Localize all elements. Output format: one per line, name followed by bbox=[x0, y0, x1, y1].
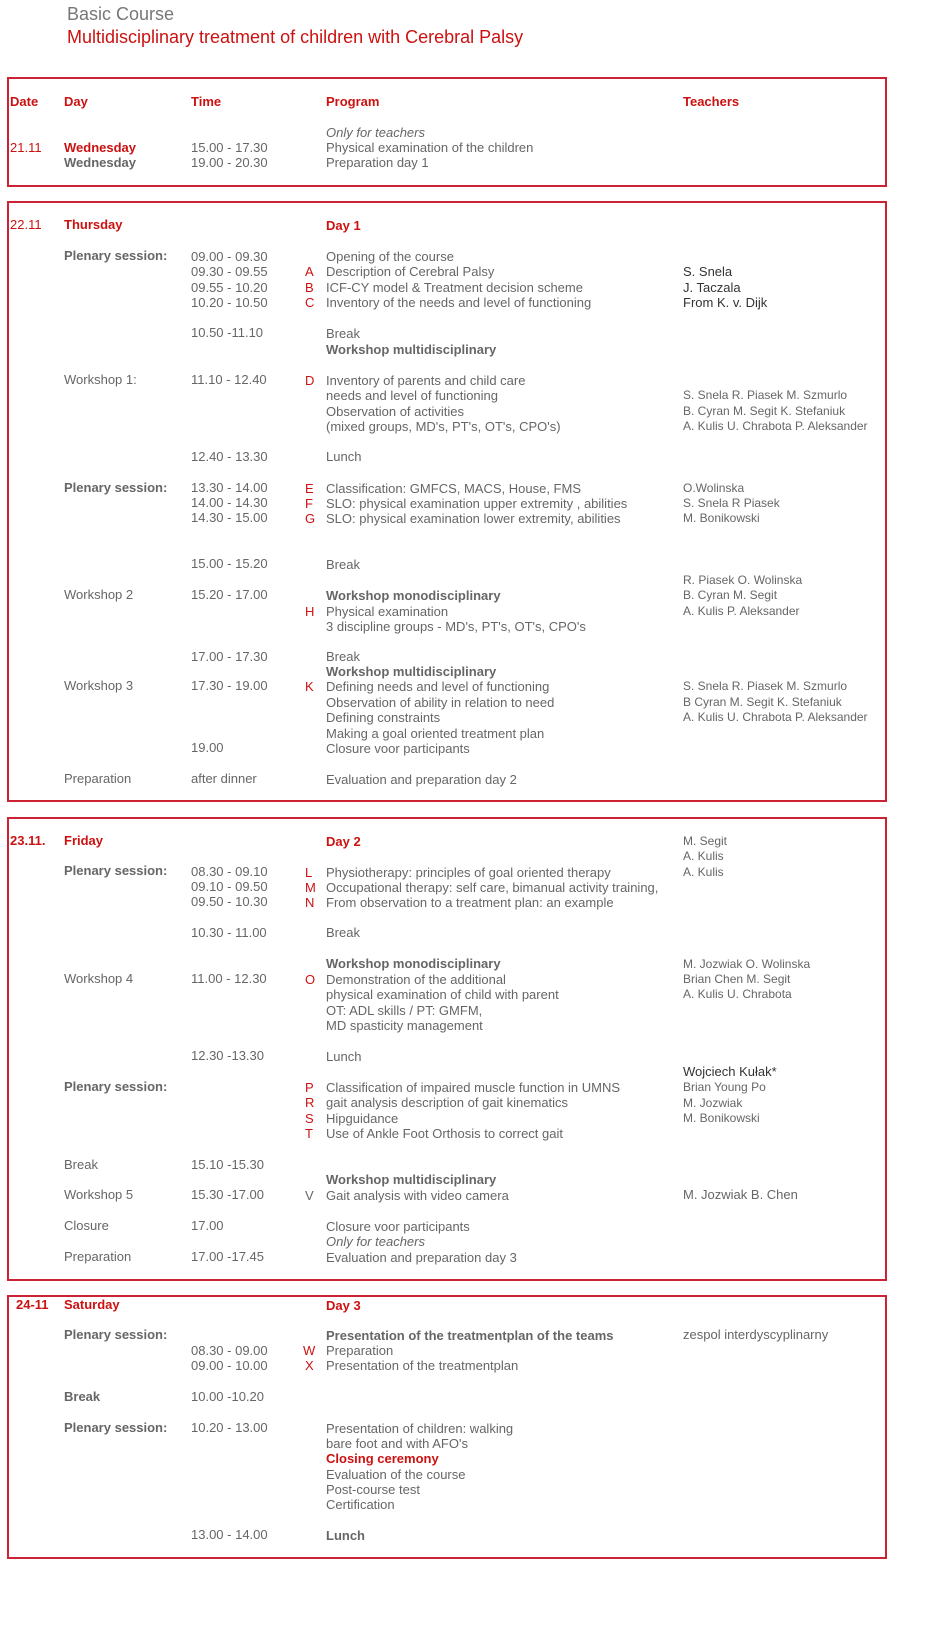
day-cell: Plenary session: bbox=[64, 1079, 168, 1094]
time-cell: 10.20 - 13.00 bbox=[191, 1420, 268, 1435]
column-header-time: Time bbox=[191, 94, 222, 109]
time-cell: after dinner bbox=[191, 771, 257, 786]
time-cell: 09.00 - 10.00 bbox=[191, 1358, 268, 1373]
time-cell: 09.10 - 09.50 bbox=[191, 879, 268, 894]
program-cell: Observation of ability in relation to need bbox=[326, 695, 555, 710]
program-cell: Classification: GMFCS, MACS, House, FMS bbox=[326, 481, 581, 496]
program-cell: Break bbox=[326, 557, 360, 572]
date-cell: 24-11 bbox=[16, 1297, 49, 1312]
teacher-cell: A. Kulis bbox=[683, 865, 724, 879]
program-cell: Inventory of parents and child care bbox=[326, 373, 526, 388]
program-cell: Preparation bbox=[326, 1343, 394, 1358]
time-cell: 15.10 -15.30 bbox=[191, 1157, 265, 1172]
program-cell: Making a goal oriented treatment plan bbox=[326, 726, 545, 741]
time-cell: 09.30 - 09.55 bbox=[191, 264, 268, 279]
time-cell: 17.00 bbox=[191, 1218, 224, 1233]
teacher-cell: S. Snela bbox=[683, 264, 733, 279]
day-cell: Workshop 2 bbox=[64, 587, 134, 602]
session-letter: A bbox=[305, 264, 314, 279]
day-cell: Plenary session: bbox=[64, 1420, 168, 1435]
time-cell: 19.00 - 20.30 bbox=[191, 155, 268, 170]
program-cell: Preparation day 1 bbox=[326, 155, 429, 170]
teacher-cell: R. Piasek O. Wolinska bbox=[683, 573, 803, 587]
program-cell: Workshop multidisciplinary bbox=[326, 1172, 497, 1187]
program-cell: Evaluation and preparation day 3 bbox=[326, 1250, 517, 1265]
time-cell: 15.00 - 15.20 bbox=[191, 556, 268, 571]
time-cell: 17.30 - 19.00 bbox=[191, 678, 268, 693]
teacher-cell: B. Cyran M. Segit K. Stefaniuk bbox=[683, 404, 846, 418]
program-cell: Defining needs and level of functioning bbox=[326, 679, 550, 694]
time-cell: 09.50 - 10.30 bbox=[191, 894, 268, 909]
teacher-cell: zespol interdyscyplinarny bbox=[683, 1327, 829, 1342]
teacher-cell: M. Jozwiak bbox=[683, 1096, 743, 1110]
time-cell: 11.10 - 12.40 bbox=[191, 372, 267, 387]
session-letter: C bbox=[305, 295, 315, 310]
teacher-cell: B. Cyran M. Segit bbox=[683, 588, 778, 602]
date-cell: 22.11 bbox=[10, 217, 42, 232]
program-cell: bare foot and with AFO's bbox=[326, 1436, 468, 1451]
day-cell: Plenary session: bbox=[64, 248, 168, 263]
program-cell: Physical examination bbox=[326, 604, 449, 619]
program-cell: Closure voor participants bbox=[326, 1219, 470, 1234]
program-cell: 3 discipline groups - MD's, PT's, OT's, CPO's bbox=[326, 619, 586, 634]
teacher-cell: A. Kulis U. Chrabota P. Aleksander bbox=[683, 710, 868, 724]
program-cell: Lunch bbox=[326, 1528, 365, 1543]
program-cell: Post-course test bbox=[326, 1482, 420, 1497]
time-cell: 08.30 - 09.00 bbox=[191, 1343, 268, 1358]
time-cell: 14.30 - 15.00 bbox=[191, 510, 268, 525]
day-cell: Saturday bbox=[64, 1297, 120, 1312]
program-cell: Workshop multidisciplinary bbox=[326, 342, 497, 357]
day-cell: Workshop 4 bbox=[64, 971, 134, 986]
day-cell: Wednesday bbox=[64, 155, 137, 170]
day-cell: Workshop 1: bbox=[64, 372, 137, 387]
session-letter: F bbox=[305, 496, 313, 511]
program-cell: Lunch bbox=[326, 1049, 362, 1064]
session-letter: N bbox=[305, 895, 315, 910]
program-cell: Only for teachers bbox=[326, 1234, 425, 1249]
program-cell: MD spasticity management bbox=[326, 1018, 483, 1033]
day-cell: Wednesday bbox=[64, 140, 137, 155]
program-cell: Classification of impaired muscle function in UMNS bbox=[326, 1080, 621, 1095]
day-cell: Preparation bbox=[64, 771, 132, 786]
session-letter: O bbox=[305, 972, 316, 987]
session-letter: M bbox=[305, 880, 316, 895]
program-cell: Demonstration of the additional bbox=[326, 972, 506, 987]
program-cell: ICF-CY model & Treatment decision scheme bbox=[326, 280, 583, 295]
time-cell: 17.00 -17.45 bbox=[191, 1249, 265, 1264]
teacher-cell: S. Snela R. Piasek M. Szmurlo bbox=[683, 388, 848, 402]
teacher-cell: A. Kulis U. Chrabota bbox=[683, 987, 792, 1001]
teacher-cell: A. Kulis P. Aleksander bbox=[683, 604, 800, 618]
column-header-day: Day bbox=[64, 94, 88, 109]
program-cell: Physiotherapy: principles of goal oriented therapy bbox=[326, 865, 611, 880]
program-cell: Lunch bbox=[326, 449, 362, 464]
program-cell: Certification bbox=[326, 1497, 395, 1512]
session-letter: D bbox=[305, 373, 315, 388]
time-cell: 12.40 - 13.30 bbox=[191, 449, 268, 464]
program-cell: Evaluation and preparation day 2 bbox=[326, 772, 517, 787]
session-letter: W bbox=[303, 1343, 316, 1358]
session-letter: R bbox=[305, 1095, 315, 1110]
teacher-cell: M. Segit bbox=[683, 834, 728, 848]
teacher-cell: Brian Chen M. Segit bbox=[683, 972, 791, 986]
session-letter: E bbox=[305, 481, 314, 496]
teacher-cell: A. Kulis bbox=[683, 849, 724, 863]
time-cell: 09.00 - 09.30 bbox=[191, 249, 268, 264]
closing-ceremony: Closing ceremony bbox=[326, 1451, 439, 1466]
program-cell: Evaluation of the course bbox=[326, 1467, 466, 1482]
teacher-cell: M. Jozwiak B. Chen bbox=[683, 1187, 798, 1202]
program-cell: From observation to a treatment plan: an example bbox=[326, 895, 614, 910]
program-cell: Break bbox=[326, 649, 360, 664]
session-letter: K bbox=[305, 679, 314, 694]
teacher-cell: B Cyran M. Segit K. Stefaniuk bbox=[683, 695, 842, 709]
program-cell: needs and level of functioning bbox=[326, 388, 499, 403]
session-letter: B bbox=[305, 280, 314, 295]
time-cell: 10.50 -11.10 bbox=[191, 325, 264, 340]
day-cell: Plenary session: bbox=[64, 863, 168, 878]
teacher-cell: M. Jozwiak O. Wolinska bbox=[683, 957, 811, 971]
time-cell: 13.00 - 14.00 bbox=[191, 1527, 268, 1542]
day-cell: Preparation bbox=[64, 1249, 132, 1264]
program-cell: Hipguidance bbox=[326, 1111, 399, 1126]
day-cell: Workshop 5 bbox=[64, 1187, 134, 1202]
day-cell: Break bbox=[64, 1157, 98, 1172]
program-cell: Occupational therapy: self care, bimanual activity training, bbox=[326, 880, 659, 895]
program-cell: Use of Ankle Foot Orthosis to correct gait bbox=[326, 1126, 563, 1141]
program-cell: Gait analysis with video camera bbox=[326, 1188, 509, 1203]
program-cell: SLO: physical examination lower extremity, abilities bbox=[326, 511, 621, 526]
program-cell: Only for teachers bbox=[326, 125, 425, 140]
teacher-cell: Wojciech Kułak* bbox=[683, 1064, 777, 1079]
time-cell: 15.00 - 17.30 bbox=[191, 140, 268, 155]
program-cell: Defining constraints bbox=[326, 710, 441, 725]
program-cell: gait analysis description of gait kinematics bbox=[326, 1095, 569, 1110]
program-cell: Workshop monodisciplinary bbox=[326, 588, 501, 603]
day-heading: Day 2 bbox=[326, 834, 361, 849]
session-letter: G bbox=[305, 511, 316, 526]
program-cell: physical examination of child with parent bbox=[326, 987, 559, 1002]
column-header-program: Program bbox=[326, 94, 380, 109]
session-letter: X bbox=[305, 1358, 314, 1373]
day-heading: Day 1 bbox=[326, 218, 361, 233]
time-cell: 15.20 - 17.00 bbox=[191, 587, 268, 602]
teacher-cell: O.Wolinska bbox=[683, 481, 745, 495]
time-cell: 19.00 bbox=[191, 740, 224, 755]
program-cell: SLO: physical examination upper extremity , abilities bbox=[326, 496, 628, 511]
day-cell: Plenary session: bbox=[64, 480, 168, 495]
teacher-cell: M. Bonikowski bbox=[683, 511, 760, 525]
time-cell: 10.30 - 11.00 bbox=[191, 925, 267, 940]
time-cell: 14.00 - 14.30 bbox=[191, 495, 268, 510]
day-cell: Break bbox=[64, 1389, 101, 1404]
column-header-date: Date bbox=[10, 94, 39, 109]
program-cell: Break bbox=[326, 326, 360, 341]
time-cell: 09.55 - 10.20 bbox=[191, 280, 268, 295]
program-cell: (mixed groups, MD's, PT's, OT's, CPO's) bbox=[326, 419, 561, 434]
time-cell: 15.30 -17.00 bbox=[191, 1187, 265, 1202]
day-heading: Day 3 bbox=[326, 1298, 361, 1313]
session-letter: P bbox=[305, 1080, 314, 1095]
program-cell: OT: ADL skills / PT: GMFM, bbox=[326, 1003, 483, 1018]
teacher-cell: Brian Young Po bbox=[683, 1080, 766, 1094]
day-cell: Workshop 3 bbox=[64, 678, 134, 693]
program-cell: Closure voor participants bbox=[326, 741, 470, 756]
time-cell: 08.30 - 09.10 bbox=[191, 864, 268, 879]
time-cell: 12.30 -13.30 bbox=[191, 1048, 265, 1063]
teacher-cell: S. Snela R. Piasek M. Szmurlo bbox=[683, 679, 848, 693]
session-letter: L bbox=[305, 865, 313, 880]
day-cell: Thursday bbox=[64, 217, 123, 232]
day-cell: Plenary session: bbox=[64, 1327, 168, 1342]
time-cell: 11.00 - 12.30 bbox=[191, 971, 267, 986]
program-cell: Physical examination of the children bbox=[326, 140, 534, 155]
day-cell: Friday bbox=[64, 833, 104, 848]
session-letter: T bbox=[305, 1126, 313, 1141]
program-cell: Description of Cerebral Palsy bbox=[326, 264, 495, 279]
time-cell: 10.20 - 10.50 bbox=[191, 295, 268, 310]
course-title: Basic Course bbox=[67, 4, 175, 24]
program-cell: Workshop multidisciplinary bbox=[326, 664, 497, 679]
program-cell: Presentation of children: walking bbox=[326, 1421, 514, 1436]
time-cell: 17.00 - 17.30 bbox=[191, 649, 268, 664]
session-letter: V bbox=[305, 1188, 314, 1203]
program-cell: Presentation of the treatmentplan bbox=[326, 1358, 519, 1373]
program-cell: Opening of the course bbox=[326, 249, 454, 264]
column-header-teachers: Teachers bbox=[683, 94, 740, 109]
day-cell: Closure bbox=[64, 1218, 109, 1233]
program-cell: Observation of activities bbox=[326, 404, 465, 419]
teacher-cell: From K. v. Dijk bbox=[683, 295, 768, 310]
day-block-wednesday bbox=[7, 77, 887, 187]
session-letter: H bbox=[305, 604, 315, 619]
program-cell: Inventory of the needs and level of functioning bbox=[326, 295, 592, 310]
course-subtitle: Multidisciplinary treatment of children with Cerebral Palsy bbox=[67, 27, 524, 47]
time-cell: 13.30 - 14.00 bbox=[191, 480, 268, 495]
date-cell: 23.11. bbox=[10, 833, 46, 848]
date-cell: 21.11 bbox=[10, 140, 42, 155]
program-cell: Break bbox=[326, 925, 360, 940]
teacher-cell: A. Kulis U. Chrabota P. Aleksander bbox=[683, 419, 868, 433]
time-cell: 10.00 -10.20 bbox=[191, 1389, 265, 1404]
teacher-cell: S. Snela R Piasek bbox=[683, 496, 780, 510]
teacher-cell: M. Bonikowski bbox=[683, 1111, 760, 1125]
session-letter: S bbox=[305, 1111, 314, 1126]
teacher-cell: J. Taczala bbox=[683, 280, 741, 295]
program-cell: Presentation of the treatmentplan of the teams bbox=[326, 1328, 614, 1343]
program-cell: Workshop monodisciplinary bbox=[326, 956, 501, 971]
